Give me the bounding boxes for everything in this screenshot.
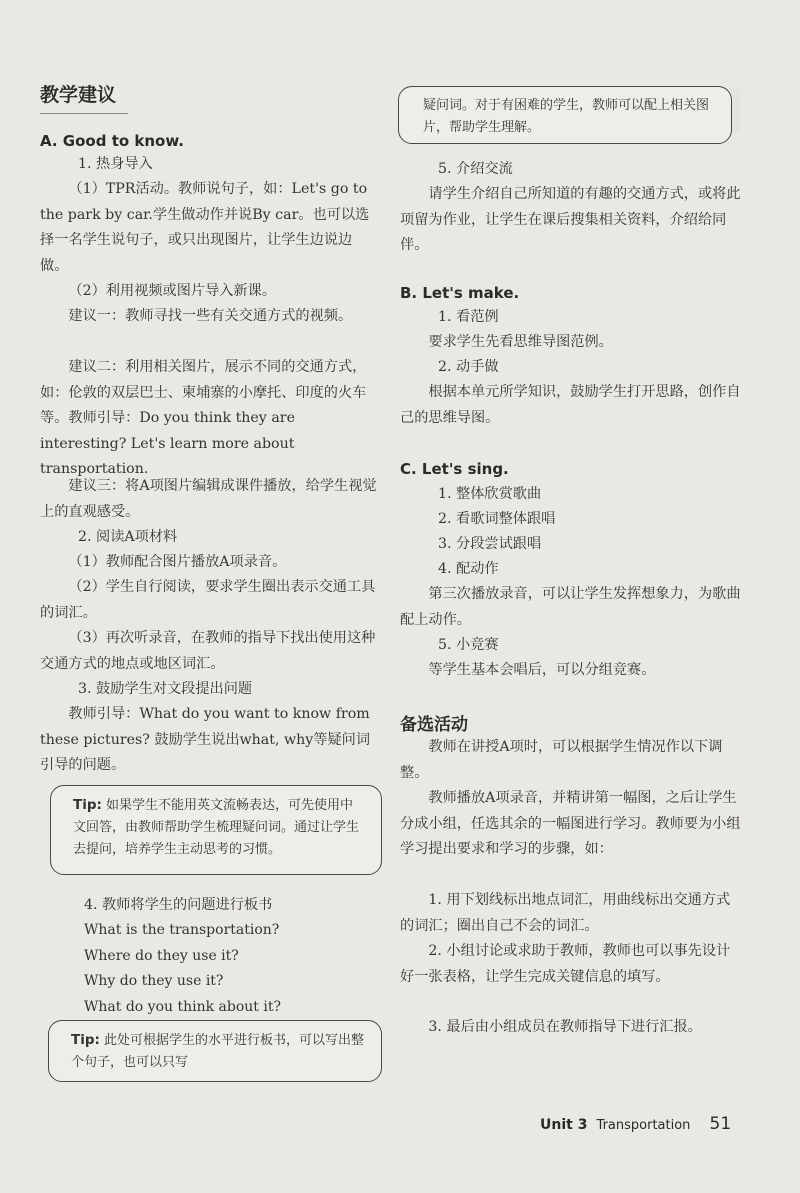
section-a-step2: 2. 阅读A项材料 (78, 529, 178, 545)
question-item: What is the transportation? (84, 922, 280, 938)
section-b-step2-text: 根据本单元所学知识，鼓励学生打开思路，创作自己的思维导图。 (400, 384, 741, 426)
section-c-title: C. Let's sing. (400, 460, 509, 478)
section-b-step2: 2. 动手做 (438, 359, 499, 375)
tip-label: Tip: (71, 1032, 100, 1048)
page-heading: 教学建议 (40, 80, 128, 114)
section-a-read3: （3）再次听录音，在教师的指导下找出使用这种交通方式的地点或地区词汇。 (40, 630, 376, 672)
alternative-steps: 教师播放A项录音，并精讲第一幅图，之后让学生分成小组，任选其余的一幅图进行学习。教师要为小组学习提出要求和学习的步骤，如： (400, 790, 741, 857)
section-a-read1: （1）教师配合图片播放A项录音。 (68, 554, 287, 570)
section-b-step1: 1. 看范例 (438, 309, 499, 325)
tip-text: 此处可根据学生的水平进行板书，可以写出整个句子，也可以只写 (71, 1033, 365, 1070)
section-a-guide: 教师引导：What do you want to know from these pictures? 鼓励学生说出what, why等疑问词引导的问题。 (40, 706, 371, 773)
section-b-title: B. Let's make. (400, 284, 520, 302)
section-a-suggestion1: 建议一：教师寻找一些有关交通方式的视频。 (68, 308, 353, 324)
alternative-step1: 1. 用下划线标出地点词汇，用曲线标出交通方式的词汇；圈出自己不会的词汇。 (400, 892, 731, 934)
alternative-step3: 3. 最后由小组成员在教师指导下进行汇报。 (428, 1019, 702, 1035)
page-number: 51 (709, 1114, 732, 1134)
section-a-step4: 4. 教师将学生的问题进行板书 (84, 897, 273, 913)
tip-box-1 (50, 785, 382, 875)
question-item: Where do they use it? (84, 947, 239, 964)
section-c-step5: 5. 小竞赛 (438, 637, 499, 653)
tip-box-2 (48, 1020, 382, 1082)
section-c-step2: 2. 看歌词整体跟唱 (438, 511, 556, 527)
alternative-intro: 教师在讲授A项时，可以根据学生情况作以下调整。 (400, 739, 723, 781)
section-a-step3: 3. 鼓励学生对文段提出问题 (78, 681, 253, 697)
tip-text: 如果学生不能用英文流畅表达，可先使用中文回答，由教师帮助学生梳理疑问词。通过让学生去提问，培养学生主动思考的习惯。 (73, 798, 360, 857)
section-a-step1: 1. 热身导入 (78, 156, 153, 172)
section-c-step4-text: 第三次播放录音，可以让学生发挥想象力，为歌曲配上动作。 (400, 586, 741, 628)
section-b-step1-text: 要求学生先看思维导图范例。 (428, 334, 613, 350)
section-c-step1: 1. 整体欣赏歌曲 (438, 486, 542, 502)
footer-topic: Transportation (596, 1118, 691, 1133)
page-footer (540, 1114, 731, 1134)
section-a-suggestion3: 建议三：将A项图片编辑成课件播放，给学生视觉上的直观感受。 (40, 478, 377, 520)
section-a-step5: 5. 介绍交流 (438, 161, 513, 177)
section-a-read2: （2）学生自行阅读，要求学生圈出表示交通工具的词汇。 (40, 579, 376, 621)
tip-text: 疑问词。对于有困难的学生，教师可以配上相关图片，帮助学生理解。 (423, 98, 710, 135)
section-c-step4: 4. 配动作 (438, 561, 499, 577)
section-c-step3: 3. 分段尝试跟唱 (438, 536, 542, 552)
footer-unit: Unit 3 (540, 1117, 588, 1133)
alternative-heading: 备选活动 (400, 715, 468, 735)
question-item: Why do they use it? (84, 973, 224, 989)
section-a-step5-text: 请学生介绍自己所知道的有趣的交通方式，或将此项留为作业，让学生在课后搜集相关资料，介绍给同伴。 (400, 186, 741, 253)
tip-box-2-continued (398, 86, 732, 144)
section-a-title: A. Good to know. (40, 132, 184, 150)
section-c-step5-text: 等学生基本会唱后，可以分组竞赛。 (428, 662, 656, 678)
question-item: What do you think about it? (84, 998, 281, 1015)
section-a-suggestion2: 建议二：利用相关图片，展示不同的交通方式，如：伦敦的双层巴士、柬埔寨的小摩托、印度的火车等。教师引导：Do you think they are interesting? Let's learn more about transportation. (40, 359, 367, 477)
section-a-video: （2）利用视频或图片导入新课。 (68, 283, 277, 299)
alternative-step2: 2. 小组讨论或求助于教师，教师也可以事先设计好一张表格，让学生完成关键信息的填写。 (400, 943, 731, 985)
section-a-tpr: （1）TPR活动。教师说句子，如：Let's go to the park by car.学生做动作并说By car。也可以选择一名学生说句子，或只出现图片，让学生边说边做。 (40, 181, 370, 274)
tip-label: Tip: (73, 797, 102, 813)
question-list (84, 918, 380, 1020)
